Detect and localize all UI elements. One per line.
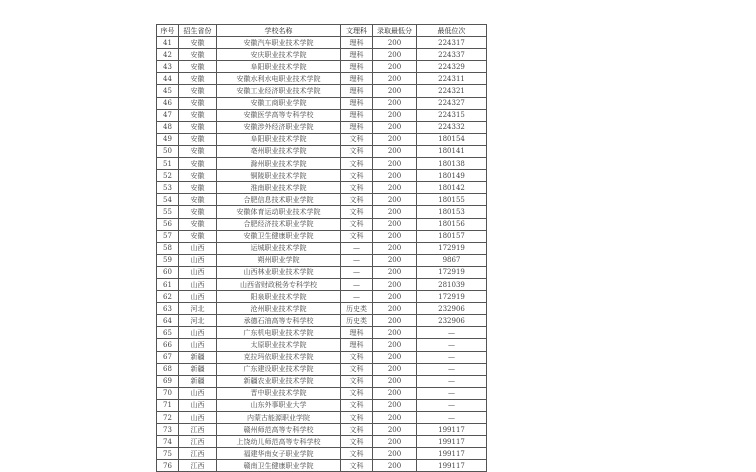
cell-school: 赣州师范高等专科学校 [217, 424, 341, 436]
cell-track: 文科 [341, 412, 373, 424]
cell-province: 安徽 [179, 37, 217, 49]
cell-min-rank: 224329 [417, 61, 487, 73]
cell-track: 理科 [341, 61, 373, 73]
cell-index: 43 [157, 61, 179, 73]
cell-min-rank: 199117 [417, 460, 487, 472]
cell-track: 理科 [341, 121, 373, 133]
cell-province: 山西 [179, 291, 217, 303]
cell-school: 晋中职业技术学院 [217, 387, 341, 399]
cell-track: — [341, 242, 373, 254]
cell-min-rank: 172919 [417, 242, 487, 254]
cell-index: 47 [157, 109, 179, 121]
cell-index: 67 [157, 351, 179, 363]
cell-province: 山西 [179, 399, 217, 411]
cell-province: 山西 [179, 387, 217, 399]
cell-min-score: 200 [373, 242, 417, 254]
cell-province: 山西 [179, 327, 217, 339]
cell-province: 安徽 [179, 230, 217, 242]
cell-school: 安徽汽车职业技术学院 [217, 37, 341, 49]
cell-min-score: 200 [373, 194, 417, 206]
cell-index: 42 [157, 49, 179, 61]
cell-min-rank: 199117 [417, 424, 487, 436]
cell-school: 山东外事职业大学 [217, 399, 341, 411]
cell-track: 文科 [341, 206, 373, 218]
cell-school: 运城职业技术学院 [217, 242, 341, 254]
cell-min-score: 200 [373, 375, 417, 387]
cell-min-score: 200 [373, 448, 417, 460]
cell-school: 合肥经济技术职业学院 [217, 218, 341, 230]
table-row [157, 133, 487, 145]
cell-school: 赣南卫生健康职业学院 [217, 460, 341, 472]
cell-province: 安徽 [179, 49, 217, 61]
cell-min-score: 200 [373, 37, 417, 49]
cell-min-score: 200 [373, 109, 417, 121]
cell-index: 74 [157, 436, 179, 448]
cell-min-rank: 224332 [417, 121, 487, 133]
cell-min-score: 200 [373, 121, 417, 133]
cell-province: 安徽 [179, 182, 217, 194]
cell-min-rank: 232906 [417, 303, 487, 315]
cell-school: 山西省财政税务专科学校 [217, 278, 341, 290]
table-row [157, 278, 487, 290]
cell-index: 52 [157, 170, 179, 182]
cell-index: 54 [157, 194, 179, 206]
cell-school: 滁州职业技术学院 [217, 158, 341, 170]
cell-min-rank: — [417, 363, 487, 375]
table-row [157, 315, 487, 327]
cell-min-score: 200 [373, 230, 417, 242]
cell-index: 44 [157, 73, 179, 85]
cell-province: 安徽 [179, 97, 217, 109]
cell-min-score: 200 [373, 363, 417, 375]
cell-index: 59 [157, 254, 179, 266]
cell-min-score: 200 [373, 145, 417, 157]
cell-min-score: 200 [373, 218, 417, 230]
cell-track: 文科 [341, 194, 373, 206]
cell-track: 理科 [341, 37, 373, 49]
cell-min-rank: 180155 [417, 194, 487, 206]
cell-track: 文科 [341, 230, 373, 242]
cell-track: 理科 [341, 327, 373, 339]
cell-track: 文科 [341, 133, 373, 145]
cell-school: 新疆农业职业技术学院 [217, 375, 341, 387]
cell-index: 41 [157, 37, 179, 49]
cell-min-score: 200 [373, 339, 417, 351]
header-index: 序号 [157, 25, 179, 37]
cell-min-rank: 199117 [417, 448, 487, 460]
cell-index: 58 [157, 242, 179, 254]
cell-school: 亳州职业技术学院 [217, 145, 341, 157]
cell-min-score: 200 [373, 266, 417, 278]
table-row [157, 375, 487, 387]
cell-track: 理科 [341, 73, 373, 85]
cell-index: 65 [157, 327, 179, 339]
cell-track: 文科 [341, 387, 373, 399]
cell-province: 山西 [179, 242, 217, 254]
cell-track: 文科 [341, 363, 373, 375]
cell-track: 文科 [341, 170, 373, 182]
cell-province: 安徽 [179, 85, 217, 97]
table-row [157, 460, 487, 472]
cell-province: 新疆 [179, 363, 217, 375]
table-row [157, 242, 487, 254]
cell-index: 50 [157, 145, 179, 157]
cell-province: 安徽 [179, 121, 217, 133]
cell-min-score: 200 [373, 170, 417, 182]
cell-province: 新疆 [179, 375, 217, 387]
table-row [157, 158, 487, 170]
table-row [157, 254, 487, 266]
cell-min-rank: 224317 [417, 37, 487, 49]
cell-index: 57 [157, 230, 179, 242]
cell-min-score: 200 [373, 61, 417, 73]
header-province: 招生省份 [179, 25, 217, 37]
cell-min-score: 200 [373, 412, 417, 424]
cell-track: 历史类 [341, 315, 373, 327]
cell-province: 江西 [179, 448, 217, 460]
cell-school: 广东建设职业技术学院 [217, 363, 341, 375]
header-track: 文理科 [341, 25, 373, 37]
cell-track: 文科 [341, 158, 373, 170]
cell-min-rank: 180156 [417, 218, 487, 230]
cell-min-score: 200 [373, 97, 417, 109]
table-row [157, 436, 487, 448]
table-row [157, 85, 487, 97]
cell-index: 49 [157, 133, 179, 145]
cell-index: 76 [157, 460, 179, 472]
cell-min-rank: 281039 [417, 278, 487, 290]
table-row [157, 109, 487, 121]
cell-school: 沧州职业技术学院 [217, 303, 341, 315]
cell-track: — [341, 266, 373, 278]
cell-province: 安徽 [179, 109, 217, 121]
cell-school: 安徽体育运动职业技术学院 [217, 206, 341, 218]
table-row [157, 412, 487, 424]
cell-province: 山西 [179, 339, 217, 351]
cell-min-rank: — [417, 387, 487, 399]
table-row [157, 303, 487, 315]
table-row [157, 399, 487, 411]
table-row [157, 363, 487, 375]
cell-province: 河北 [179, 315, 217, 327]
admission-table [156, 24, 487, 472]
cell-min-rank: 180138 [417, 158, 487, 170]
cell-province: 安徽 [179, 170, 217, 182]
cell-min-rank: 224315 [417, 109, 487, 121]
cell-province: 安徽 [179, 158, 217, 170]
cell-min-score: 200 [373, 387, 417, 399]
table-row [157, 194, 487, 206]
cell-min-rank: 180157 [417, 230, 487, 242]
cell-province: 山西 [179, 412, 217, 424]
cell-min-rank: 232906 [417, 315, 487, 327]
cell-index: 71 [157, 399, 179, 411]
table-row [157, 170, 487, 182]
cell-index: 64 [157, 315, 179, 327]
cell-min-rank: 172919 [417, 291, 487, 303]
cell-min-rank: — [417, 375, 487, 387]
table-row [157, 291, 487, 303]
cell-index: 62 [157, 291, 179, 303]
header-school: 学校名称 [217, 25, 341, 37]
cell-track: 理科 [341, 85, 373, 97]
cell-min-rank: 224311 [417, 73, 487, 85]
cell-min-rank: — [417, 327, 487, 339]
cell-min-score: 200 [373, 254, 417, 266]
table-row [157, 73, 487, 85]
cell-track: 文科 [341, 436, 373, 448]
cell-min-score: 200 [373, 327, 417, 339]
cell-index: 70 [157, 387, 179, 399]
cell-min-score: 200 [373, 436, 417, 448]
cell-province: 安徽 [179, 73, 217, 85]
cell-index: 48 [157, 121, 179, 133]
table-row [157, 49, 487, 61]
cell-school: 安徽工商职业学院 [217, 97, 341, 109]
cell-province: 江西 [179, 436, 217, 448]
cell-province: 江西 [179, 424, 217, 436]
cell-min-rank: 224337 [417, 49, 487, 61]
cell-index: 68 [157, 363, 179, 375]
cell-track: — [341, 254, 373, 266]
cell-min-score: 200 [373, 351, 417, 363]
cell-min-rank: 224327 [417, 97, 487, 109]
cell-school: 淮南职业技术学院 [217, 182, 341, 194]
cell-track: — [341, 278, 373, 290]
cell-province: 山西 [179, 254, 217, 266]
cell-province: 安徽 [179, 133, 217, 145]
cell-track: 文科 [341, 145, 373, 157]
cell-track: 文科 [341, 375, 373, 387]
cell-min-rank: 180153 [417, 206, 487, 218]
cell-track: 文科 [341, 182, 373, 194]
cell-index: 46 [157, 97, 179, 109]
table-row [157, 351, 487, 363]
cell-min-score: 200 [373, 73, 417, 85]
cell-index: 53 [157, 182, 179, 194]
cell-min-rank: — [417, 399, 487, 411]
cell-school: 内蒙古能源职业学院 [217, 412, 341, 424]
cell-school: 太原职业技术学院 [217, 339, 341, 351]
cell-school: 上饶幼儿师范高等专科学校 [217, 436, 341, 448]
cell-track: 文科 [341, 424, 373, 436]
cell-min-score: 200 [373, 291, 417, 303]
table-row [157, 182, 487, 194]
cell-school: 承德石油高等专科学校 [217, 315, 341, 327]
cell-min-rank: 180154 [417, 133, 487, 145]
cell-min-rank: 199117 [417, 436, 487, 448]
cell-index: 51 [157, 158, 179, 170]
header-min-rank: 最低位次 [417, 25, 487, 37]
cell-school: 安徽医学高等专科学校 [217, 109, 341, 121]
cell-min-rank: — [417, 351, 487, 363]
cell-school: 合肥信息技术职业学院 [217, 194, 341, 206]
cell-province: 河北 [179, 303, 217, 315]
cell-school: 铜陵职业技术学院 [217, 170, 341, 182]
cell-min-score: 200 [373, 158, 417, 170]
cell-min-rank: 172919 [417, 266, 487, 278]
cell-school: 阜阳职业技术学院 [217, 133, 341, 145]
cell-min-score: 200 [373, 182, 417, 194]
cell-index: 60 [157, 266, 179, 278]
table-row [157, 218, 487, 230]
cell-province: 安徽 [179, 194, 217, 206]
cell-track: 文科 [341, 448, 373, 460]
table-row [157, 121, 487, 133]
cell-min-rank: 180142 [417, 182, 487, 194]
cell-min-rank: 180141 [417, 145, 487, 157]
cell-province: 安徽 [179, 206, 217, 218]
spreadsheet-page [156, 24, 486, 472]
cell-min-score: 200 [373, 315, 417, 327]
cell-min-rank: 180149 [417, 170, 487, 182]
table-row [157, 266, 487, 278]
cell-min-score: 200 [373, 399, 417, 411]
cell-min-score: 200 [373, 49, 417, 61]
table-row [157, 61, 487, 73]
cell-school: 朔州职业学院 [217, 254, 341, 266]
cell-min-rank: — [417, 412, 487, 424]
cell-school: 安徽水利水电职业技术学院 [217, 73, 341, 85]
cell-school: 安徽卫生健康职业学院 [217, 230, 341, 242]
cell-min-rank: 9867 [417, 254, 487, 266]
table-row [157, 387, 487, 399]
cell-track: 文科 [341, 460, 373, 472]
cell-school: 福建华南女子职业学院 [217, 448, 341, 460]
cell-index: 75 [157, 448, 179, 460]
cell-school: 阜阳职业技术学院 [217, 61, 341, 73]
cell-school: 克拉玛依职业技术学院 [217, 351, 341, 363]
table-row [157, 206, 487, 218]
cell-index: 72 [157, 412, 179, 424]
cell-province: 江西 [179, 460, 217, 472]
cell-track: 理科 [341, 49, 373, 61]
cell-province: 安徽 [179, 61, 217, 73]
cell-school: 山西林业职业技术学院 [217, 266, 341, 278]
cell-province: 安徽 [179, 145, 217, 157]
cell-province: 山西 [179, 266, 217, 278]
cell-min-score: 200 [373, 133, 417, 145]
cell-province: 山西 [179, 278, 217, 290]
table-row [157, 339, 487, 351]
cell-min-rank: 224321 [417, 85, 487, 97]
cell-index: 55 [157, 206, 179, 218]
cell-school: 安徽涉外经济职业学院 [217, 121, 341, 133]
table-row [157, 145, 487, 157]
cell-index: 66 [157, 339, 179, 351]
table-row [157, 37, 487, 49]
cell-track: 理科 [341, 339, 373, 351]
cell-track: 文科 [341, 399, 373, 411]
cell-track: — [341, 291, 373, 303]
table-row [157, 97, 487, 109]
cell-min-score: 200 [373, 85, 417, 97]
cell-track: 文科 [341, 218, 373, 230]
cell-index: 73 [157, 424, 179, 436]
cell-track: 文科 [341, 351, 373, 363]
cell-school: 安徽工业经济职业技术学院 [217, 85, 341, 97]
cell-index: 63 [157, 303, 179, 315]
cell-min-score: 200 [373, 424, 417, 436]
cell-index: 45 [157, 85, 179, 97]
cell-min-score: 200 [373, 303, 417, 315]
header-row [157, 25, 487, 37]
cell-province: 安徽 [179, 218, 217, 230]
cell-school: 阳泉职业技术学院 [217, 291, 341, 303]
cell-track: 理科 [341, 109, 373, 121]
table-row [157, 424, 487, 436]
cell-province: 新疆 [179, 351, 217, 363]
cell-track: 历史类 [341, 303, 373, 315]
cell-school: 安庆职业技术学院 [217, 49, 341, 61]
header-min-score: 录取最低分 [373, 25, 417, 37]
cell-index: 61 [157, 278, 179, 290]
table-row [157, 327, 487, 339]
cell-school: 广东机电职业技术学院 [217, 327, 341, 339]
cell-min-rank: — [417, 339, 487, 351]
cell-track: 理科 [341, 97, 373, 109]
cell-min-score: 200 [373, 206, 417, 218]
cell-index: 69 [157, 375, 179, 387]
cell-min-score: 200 [373, 278, 417, 290]
cell-index: 56 [157, 218, 179, 230]
table-row [157, 230, 487, 242]
cell-min-score: 200 [373, 460, 417, 472]
